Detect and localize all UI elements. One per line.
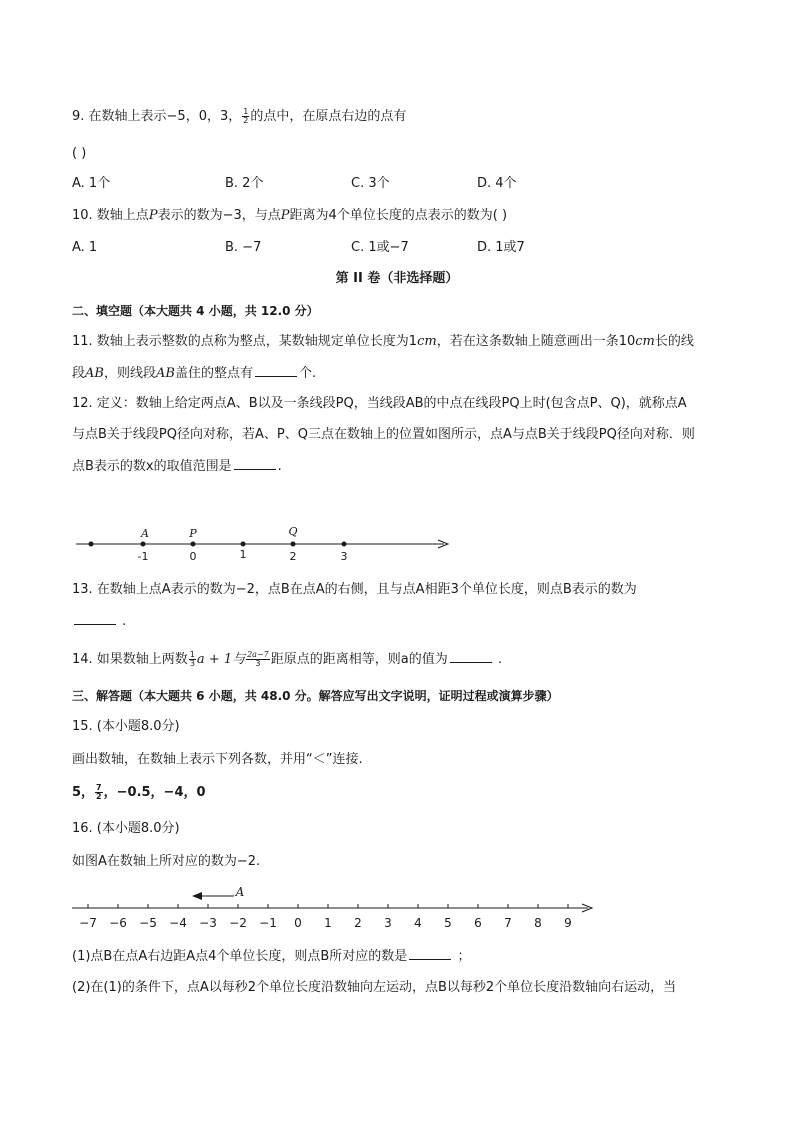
q9-stem	[72, 108, 406, 126]
q16-tick-label: 7	[504, 916, 512, 930]
q9-paren: ( )	[72, 146, 87, 161]
q11-line1-a: 11. 数轴上表示整数的点称为整点，某数轴规定单位长度为1	[72, 334, 418, 349]
q10-text-b: 表示的数为−3，与点	[157, 208, 281, 223]
q15-nums-a: 5，	[72, 785, 95, 800]
q9-fraction	[242, 108, 249, 125]
q16-answer-blank[interactable]	[409, 947, 451, 960]
q16-tick-label: 2	[354, 916, 362, 930]
q16-tick-label: 0	[294, 916, 302, 930]
q16-tick-label: −1	[259, 916, 277, 930]
q13-line2	[72, 612, 126, 631]
q14-answer-blank[interactable]	[450, 650, 492, 663]
q15-instruction: 画出数轴，在数轴上表示下列各数，并用“＜”连接.	[72, 752, 363, 767]
q10-option-b[interactable]: B. −7	[225, 240, 262, 255]
q14-text-c: .	[497, 652, 502, 667]
q12-line3	[72, 457, 282, 476]
q9-option-d[interactable]: D. 4个	[477, 176, 517, 191]
q9-option-b[interactable]: B. 2个	[225, 176, 264, 191]
q13-line1: 13. 在数轴上点A表示的数为−2，点B在点A的右侧，且与点A相距3个单位长度，则点B表示的数为	[72, 582, 637, 597]
q11-unit-1: cm	[417, 334, 437, 349]
q15-numbers	[72, 784, 206, 802]
q16-tick-label: 1	[324, 916, 332, 930]
q11-line2-c: 盖住的整点有	[174, 366, 253, 381]
q10-option-c[interactable]: C. 1或−7	[351, 240, 409, 255]
q10-var-p-2: P	[280, 208, 290, 223]
q16-sub1-b: ；	[457, 949, 471, 964]
q16-sub2: (2)在(1)的条件下，点A以每秒2个单位长度沿数轴向左运动，点B以每秒2个单位长度沿数轴向右运动，当	[72, 980, 677, 995]
section2-header: 二、填空题（本大题共 4 小题，共 12.0 分）	[72, 304, 319, 318]
q9-frac-num: 1	[243, 107, 249, 116]
q12-dot-p	[191, 542, 196, 547]
q10-option-a[interactable]: A. 1	[72, 240, 98, 255]
q13-line2-end: .	[122, 614, 127, 629]
q12-label-a: A	[141, 527, 149, 540]
q11-line1	[72, 333, 694, 351]
q14-f2-num: 2a−7	[247, 650, 269, 659]
q11-line2-b: ，则线段	[103, 366, 156, 381]
q12-dot-3	[342, 542, 347, 547]
q10-text-a: 10. 数轴上点	[72, 208, 149, 223]
q14-fraction-1	[189, 651, 196, 668]
part2-title: 第 II 卷（非选择题）	[335, 271, 459, 286]
q16-tick-label: −3	[199, 916, 217, 930]
q16-title: 16. (本小题8.0分)	[72, 821, 180, 836]
q12-dot-1	[241, 542, 246, 547]
q15-fraction	[95, 784, 103, 801]
q12-label-p: P	[189, 527, 197, 540]
q16-tick-label: −5	[139, 916, 157, 930]
q11-answer-blank[interactable]	[255, 364, 297, 377]
q16-tick-label: 9	[564, 916, 572, 930]
q16-tick-label: −7	[79, 916, 97, 930]
q14-f1-den: 3	[189, 659, 195, 668]
q16-tick-label: 3	[384, 916, 392, 930]
q15-f-den: 2	[96, 792, 102, 801]
q10-var-p: P	[148, 208, 158, 223]
q12-dot-q	[291, 542, 296, 547]
q10-stem	[72, 207, 507, 225]
q16-tick-label: 8	[534, 916, 542, 930]
q11-line1-c: 长的线	[654, 334, 694, 349]
q14-fraction-2	[246, 651, 270, 668]
q12-tick-2: 2	[289, 550, 297, 563]
q9-option-c[interactable]: C. 3个	[351, 176, 390, 191]
q12-dot-a	[141, 542, 146, 547]
q16-tick-label: 5	[444, 916, 452, 930]
q12-tick-1: 1	[239, 548, 247, 561]
q12-line1: 12. 定义：数轴上给定两点A、B以及一条线段PQ，当线段AB的中点在线段PQ上时(包含点P、Q)，就称点A	[72, 396, 687, 411]
q16-tick-label: −4	[169, 916, 187, 930]
q14-f1-num: 1	[189, 650, 195, 659]
q12-answer-blank[interactable]	[234, 457, 276, 470]
q12-label-q: Q	[288, 525, 298, 538]
q12-number-line	[60, 518, 460, 568]
q12-tick-3: 3	[340, 550, 348, 563]
q14-text-b: 距原点的距离相等，则a的值为	[270, 652, 448, 667]
q16-tick-label: 4	[414, 916, 422, 930]
q16-tick-label: −6	[109, 916, 127, 930]
q12-line3-b: .	[277, 459, 282, 474]
section3-header: 三、解答题（本大题共 6 小题，共 48.0 分。解答应写出文字说明，证明过程或演算步骤）	[72, 689, 559, 703]
q10-text-c: 距离为4个单位长度的点表示的数为( )	[289, 208, 508, 223]
q16-label-a: A	[235, 885, 245, 899]
q16-intro: 如图A在数轴上所对应的数为−2.	[72, 854, 261, 869]
q11-line2	[72, 364, 316, 383]
q11-line1-b: ，若在这条数轴上随意画出一条10	[436, 334, 636, 349]
q9-text-a: 9. 在数轴上表示−5，0，3，	[72, 109, 242, 124]
q9-frac-den: 2	[243, 116, 249, 125]
q12-tick-neg1: -1	[137, 550, 149, 563]
q11-unit-2: cm	[635, 334, 655, 349]
q11-line2-a: 段	[72, 366, 86, 381]
q16-arrow-head	[192, 892, 202, 900]
q14-f2-den: 3	[255, 659, 261, 668]
q12-line3-a: 点B表示的数x的取值范围是	[72, 459, 232, 474]
q15-f-num: 7	[96, 783, 102, 792]
q9-option-a[interactable]: A. 1个	[72, 176, 111, 191]
q10-option-d[interactable]: D. 1或7	[477, 240, 525, 255]
q11-seg-ab-2: AB	[155, 366, 175, 381]
q14-text-a: 14. 如果数轴上两数	[72, 652, 188, 667]
q16-sub1	[72, 947, 470, 966]
q12-line2: 与点B关于线段PQ径向对称，若A、P、Q三点在数轴上的位置如图所示，点A与点B关于线段PQ径向对称．则	[72, 427, 695, 442]
q16-sub1-a: (1)点B在点A右边距A点4个单位长度，则点B所对应的数是	[72, 949, 408, 964]
q11-seg-ab: AB	[85, 366, 104, 381]
q9-text-b: 的点中，在原点右边的点有	[250, 109, 407, 124]
q15-title: 15. (本小题8.0分)	[72, 719, 180, 734]
q16-tick-label: 6	[474, 916, 482, 930]
q14-expr1: a + 1与	[196, 652, 246, 667]
q16-number-line	[64, 882, 604, 934]
q12-tick-0: 0	[189, 550, 197, 563]
q12-dot-far-left	[89, 542, 94, 547]
q11-line2-d: 个.	[298, 366, 317, 381]
q13-answer-blank[interactable]	[74, 612, 116, 625]
q16-tick-label: −2	[229, 916, 247, 930]
q15-nums-b: ，−0.5，−4，0	[103, 785, 206, 800]
q14-stem	[72, 650, 502, 669]
